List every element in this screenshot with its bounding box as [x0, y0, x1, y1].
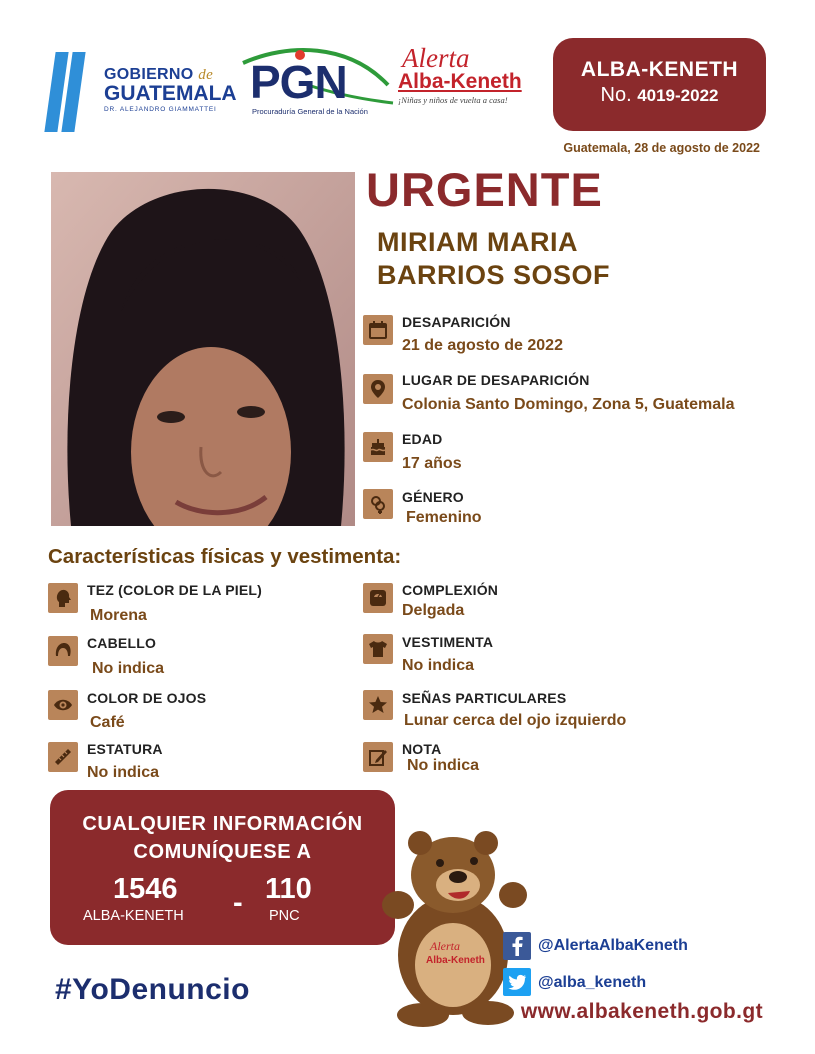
build-label: COMPLEXIÓN [402, 582, 499, 598]
case-number-box [553, 38, 766, 131]
gobierno-logo-bars [50, 52, 98, 132]
pgn-subtitle: Procuraduría General de la Nación [252, 107, 368, 116]
bear-tag-line1: Alerta [430, 939, 460, 953]
age-label: EDAD [402, 431, 443, 447]
bear-tag-line2: Alba-Keneth [426, 955, 485, 966]
twitter-handle[interactable]: @alba_keneth [538, 974, 647, 991]
gender-label: GÉNERO [402, 489, 464, 505]
person-name-line2: BARRIOS SOSOF [377, 260, 611, 290]
gender-value: Femenino [406, 509, 482, 526]
shirt-icon [363, 634, 393, 664]
facebook-icon[interactable] [503, 932, 531, 960]
twitter-icon[interactable] [503, 968, 531, 996]
gender-icon [363, 489, 393, 519]
star-icon [363, 690, 393, 720]
eye-color-label: COLOR DE OJOS [87, 690, 207, 706]
distinguishing-marks-label: SEÑAS PARTICULARES [402, 690, 567, 706]
alerta-logo-line2: Alba-Keneth [398, 70, 522, 93]
contact-line2: COMUNÍQUESE A [133, 841, 312, 863]
height-value: No indica [87, 764, 160, 781]
contact-info-box [50, 790, 395, 945]
phone-alba-keneth-label: ALBA-KENETH [83, 908, 184, 924]
disappearance-place-label: LUGAR DE DESAPARICIÓN [402, 372, 590, 388]
gobierno-line1: GOBIERNO [104, 66, 194, 83]
hair-value: No indica [92, 660, 165, 677]
hair-label: CABELLO [87, 635, 157, 651]
bear-mascot [378, 825, 528, 1030]
person-name [377, 226, 677, 292]
height-label: ESTATURA [87, 741, 163, 757]
age-value: 17 años [402, 455, 462, 472]
skin-tone-value: Morena [90, 607, 147, 624]
person-name-line1: MIRIAM MARIA [377, 227, 578, 257]
build-value: Delgada [402, 602, 465, 619]
case-number: 4019-2022 [637, 86, 719, 105]
clothing-label: VESTIMENTA [402, 634, 494, 650]
issue-date: Guatemala, 28 de agosto de 2022 [563, 141, 760, 155]
phone-separator: - [233, 887, 243, 919]
disappearance-place-value: Colonia Santo Domingo, Zona 5, Guatemala [402, 396, 735, 413]
eye-icon [48, 690, 78, 720]
birthday-cake-icon [363, 432, 393, 462]
gobierno-logo-text [104, 66, 244, 113]
calendar-icon [363, 315, 393, 345]
gobierno-de: de [198, 67, 214, 83]
characteristics-title: Características físicas y vestimenta: [48, 545, 402, 568]
alerta-logo-line1: Alerta [402, 43, 470, 73]
facebook-handle[interactable]: @AlertaAlbaKeneth [538, 937, 688, 954]
phone-pnc-label: PNC [269, 908, 300, 924]
contact-line1: CUALQUIER INFORMACIÓN [82, 813, 363, 835]
note-value: No indica [407, 757, 480, 774]
gobierno-line3: DR. ALEJANDRO GIAMMATTEI [104, 106, 217, 113]
hair-icon [48, 636, 78, 666]
urgent-heading: URGENTE [366, 163, 603, 216]
phone-alba-keneth: 1546 [113, 873, 178, 905]
eye-color-value: Café [90, 714, 125, 731]
gobierno-line2: GUATEMALA [104, 82, 237, 105]
location-pin-icon [363, 374, 393, 404]
head-profile-icon [48, 583, 78, 613]
scale-icon [363, 583, 393, 613]
case-title: ALBA-KENETH [580, 58, 739, 81]
note-edit-icon [363, 742, 393, 772]
hashtag: #YoDenuncio [55, 973, 250, 1006]
ruler-icon [48, 742, 78, 772]
distinguishing-marks-value: Lunar cerca del ojo izquierdo [404, 712, 627, 729]
disappearance-date-value: 21 de agosto de 2022 [402, 337, 563, 354]
pgn-letters: PGN [250, 56, 347, 108]
missing-person-photo [51, 172, 355, 526]
pgn-logo [238, 45, 398, 125]
clothing-value: No indica [402, 657, 475, 674]
alerta-logo-tagline: ¡Niñas y niños de vuelta a casa! [398, 95, 508, 105]
disappearance-date-label: DESAPARICIÓN [402, 314, 511, 330]
skin-tone-label: TEZ (COLOR DE LA PIEL) [87, 582, 262, 598]
phone-pnc: 110 [265, 873, 312, 905]
website-link[interactable]: www.albakeneth.gob.gt [520, 1000, 763, 1023]
alerta-logo [398, 45, 538, 105]
case-no-label: No. [600, 84, 632, 106]
note-label: NOTA [402, 741, 442, 757]
